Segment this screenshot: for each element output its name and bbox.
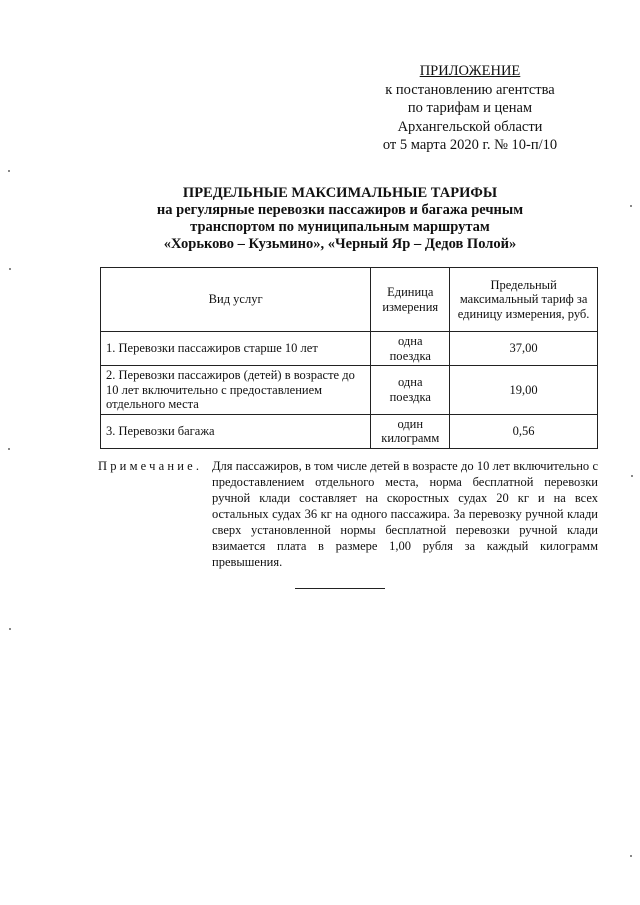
table-row bbox=[101, 366, 598, 415]
document-title bbox=[60, 185, 620, 253]
scan-speck bbox=[9, 268, 11, 270]
note-text: Для пассажиров, в том числе детей в возрасте до 10 лет включительно с предоставлением отдельного места, норма бесплатной перевозки ручной клади составляет на скоростных судах 20 кг и на всех остальных судах 36 кг на одного пассажира. За перевозку ручной клади сверх установленной нормы бесплатной перевозки ручной клади взимается плата в размере 1,00 рубля за каждый килограмм превышения. bbox=[212, 459, 598, 569]
annex-block bbox=[330, 62, 610, 155]
title-line: ПРЕДЕЛЬНЫЕ МАКСИМАЛЬНЫЕ ТАРИФЫ bbox=[182, 185, 498, 201]
annex-line: Архангельской области bbox=[397, 118, 543, 135]
annex-title: ПРИЛОЖЕНИЕ bbox=[419, 63, 521, 79]
header-unit: Единица измерения bbox=[371, 268, 450, 332]
cell-service: 3. Перевозки багажа bbox=[101, 414, 371, 448]
table-row bbox=[101, 414, 598, 448]
cell-tariff: 0,56 bbox=[450, 414, 598, 448]
scan-speck bbox=[9, 628, 11, 630]
cell-tariff: 19,00 bbox=[450, 366, 598, 415]
title-line: на регулярные перевозки пассажиров и багажа речным bbox=[156, 202, 524, 218]
header-tariff: Предельный максимальный тариф за единицу измерения, руб. bbox=[450, 268, 598, 332]
scan-speck bbox=[630, 855, 632, 857]
annex-line: от 5 марта 2020 г. № 10-п/10 bbox=[382, 137, 558, 153]
title-line: «Хорьково – Кузьмино», «Черный Яр – Дедов Полой» bbox=[163, 236, 517, 252]
tariff-table bbox=[100, 267, 598, 449]
annex-line: по тарифам и ценам bbox=[407, 100, 533, 116]
cell-unit: одна поездка bbox=[371, 332, 450, 366]
header-service: Вид услуг bbox=[101, 268, 371, 332]
table-row bbox=[101, 332, 598, 366]
cell-service: 2. Перевозки пассажиров (детей) в возрасте до 10 лет включительно с предоставлением отдельного места bbox=[101, 366, 371, 415]
cell-unit: одна поездка bbox=[371, 366, 450, 415]
table-header-row bbox=[101, 268, 598, 332]
title-line: транспортом по муниципальным маршрутам bbox=[190, 219, 490, 235]
scan-speck bbox=[8, 170, 10, 172]
cell-unit: один килограмм bbox=[371, 414, 450, 448]
annex-line: к постановлению агентства bbox=[385, 81, 555, 98]
scan-speck bbox=[8, 448, 10, 450]
scan-speck bbox=[630, 205, 632, 207]
scan-speck bbox=[631, 475, 633, 477]
cell-service: 1. Перевозки пассажиров старше 10 лет bbox=[101, 332, 371, 366]
note-label: Примечание. bbox=[98, 459, 203, 473]
divider-line bbox=[295, 588, 385, 589]
cell-tariff: 37,00 bbox=[450, 332, 598, 366]
